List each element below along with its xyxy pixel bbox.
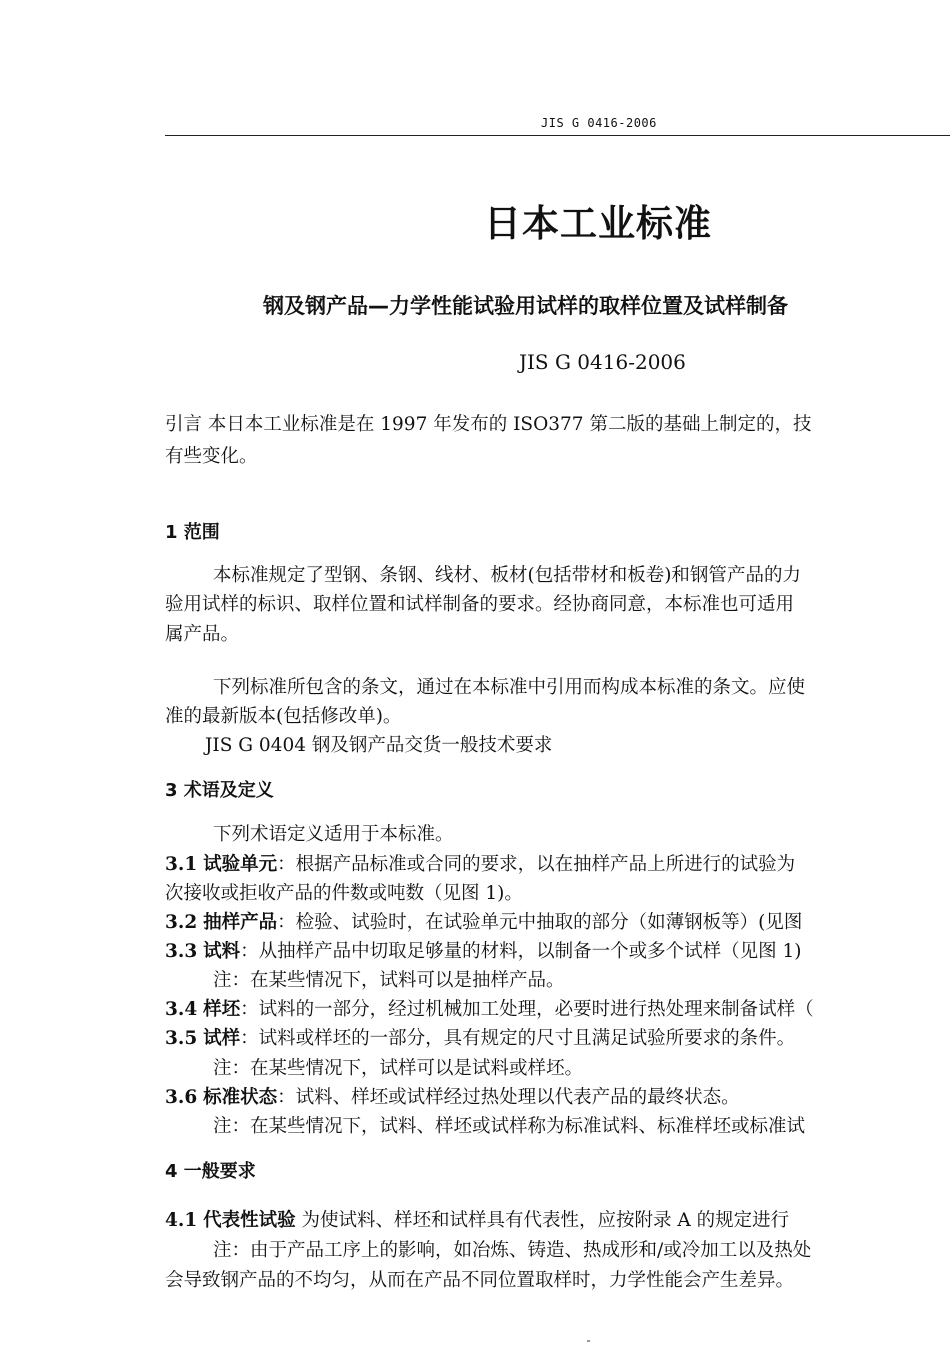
definition-text: ：检验、试验时，在试验单元中抽取的部分（如薄钢板等）(见图 xyxy=(277,912,803,933)
intro-line-2: 有些变化。 xyxy=(165,446,258,467)
clause-text: 为使试料、样坯和试样具有代表性，应按附录 A 的规定进行 xyxy=(295,1210,790,1231)
scan-speck xyxy=(587,1340,590,1342)
section-4-heading: 4 一般要求 xyxy=(165,1161,256,1182)
header-rule xyxy=(165,135,950,136)
standard-code: JIS G 0416-2006 xyxy=(519,350,686,374)
running-header: JIS G 0416-2006 xyxy=(541,116,657,130)
clause-number: 3.6 xyxy=(165,1087,198,1108)
note-4-1-line-2: 会导致钢产品的不均匀，从而在产品不同位置取样时，力学性能会产生差异。 xyxy=(165,1270,795,1291)
section-2-line-1: 下列标准所包含的条文，通过在本标准中引用而构成本标准的条文。应使 xyxy=(213,677,806,698)
note-3-6: 注：在某些情况下，试料、样坯或试样称为标准试料、标准样坯或标准试 xyxy=(213,1116,806,1137)
normative-reference: JIS G 0404 钢及钢产品交货一般技术要求 xyxy=(205,735,553,756)
note-3-5: 注：在某些情况下，试样可以是试料或样坯。 xyxy=(213,1058,584,1079)
definition-3-6 xyxy=(165,1083,740,1109)
definition-3-3 xyxy=(165,937,801,963)
section-1-line-3: 属产品。 xyxy=(165,624,240,645)
document-title: 日本工业标准 xyxy=(484,202,712,245)
clause-number: 3.2 xyxy=(165,912,198,933)
clause-number: 3.5 xyxy=(165,1028,198,1049)
term: 试验单元 xyxy=(203,854,278,875)
term: 试料 xyxy=(203,941,241,962)
document-subtitle: 钢及钢产品—力学性能试验用试样的取样位置及试样制备 xyxy=(263,294,788,318)
intro-line-1: 引言 本日本工业标准是在 1997 年发布的 ISO377 第二版的基础上制定的，技 xyxy=(165,414,812,435)
definition-3-4 xyxy=(165,995,814,1021)
term: 试样 xyxy=(203,1028,241,1049)
clause-number: 4.1 xyxy=(165,1210,198,1231)
definition-3-5 xyxy=(165,1024,795,1050)
section-1-line-2: 验用试样的标识、取样位置和试样制备的要求。经协商同意，本标准也可适用 xyxy=(165,594,795,615)
section-2-line-2: 准的最新版本(包括修改单)。 xyxy=(165,706,402,727)
definition-text: ：根据产品标准或合同的要求，以在抽样产品上所进行的试验为 xyxy=(277,854,796,875)
definition-3-2 xyxy=(165,908,802,934)
definition-3-1-cont: 次接收或拒收产品的件数或吨数（见图 1)。 xyxy=(165,883,523,904)
definition-text: ：试料或样坯的一部分，具有规定的尺寸且满足试验所要求的条件。 xyxy=(240,1028,796,1049)
note-4-1-line-1: 注：由于产品工序上的影响，如冶炼、铸造、热成形和/或冷加工以及热处 xyxy=(213,1240,812,1261)
clause-number: 3.1 xyxy=(165,854,198,875)
clause-number: 3.3 xyxy=(165,941,198,962)
definition-text: ：从抽样产品中切取足够量的材料，以制备一个或多个试样（见图 1) xyxy=(240,941,802,962)
section-3-intro: 下列术语定义适用于本标准。 xyxy=(213,824,454,845)
section-1-line-1: 本标准规定了型钢、条钢、线材、板材(包括带材和板卷)和钢管产品的力 xyxy=(213,565,801,586)
term: 抽样产品 xyxy=(203,912,278,933)
definition-text: ：试料的一部分，经过机械加工处理，必要时进行热处理来制备试样（ xyxy=(240,999,814,1020)
term: 样坯 xyxy=(203,999,241,1020)
definition-text: ：试料、样坯或试样经过热处理以代表产品的最终状态。 xyxy=(277,1087,740,1108)
section-3-heading: 3 术语及定义 xyxy=(165,780,274,801)
clause-4-1 xyxy=(165,1206,789,1232)
note-3-3: 注：在某些情况下，试料可以是抽样产品。 xyxy=(213,970,565,991)
clause-number: 3.4 xyxy=(165,999,198,1020)
term: 代表性试验 xyxy=(203,1210,296,1231)
term: 标准状态 xyxy=(203,1087,278,1108)
section-1-heading: 1 范围 xyxy=(165,522,220,543)
definition-3-1 xyxy=(165,850,795,876)
